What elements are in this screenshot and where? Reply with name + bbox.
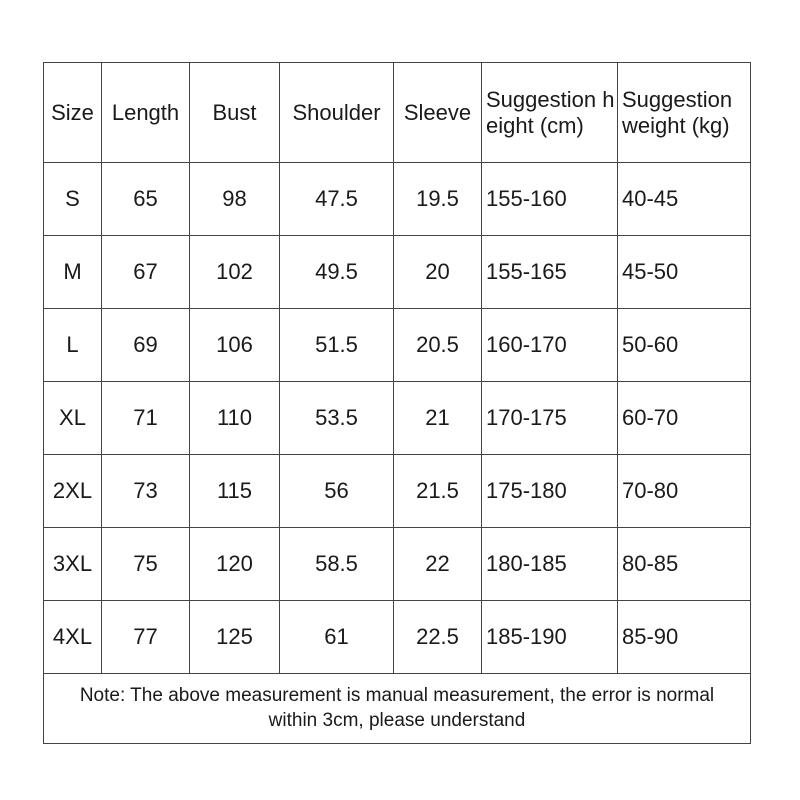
cell-weight: 60-70: [618, 382, 751, 455]
cell-shoulder: 58.5: [280, 528, 394, 601]
table-row: [44, 309, 751, 382]
cell-weight: 40-45: [618, 163, 751, 236]
cell-shoulder: 61: [280, 601, 394, 674]
cell-size: M: [44, 236, 102, 309]
cell-weight: 50-60: [618, 309, 751, 382]
cell-length: 65: [102, 163, 190, 236]
cell-bust: 120: [190, 528, 280, 601]
cell-height: 160-170: [482, 309, 618, 382]
cell-shoulder: 56: [280, 455, 394, 528]
table-row: [44, 528, 751, 601]
cell-length: 71: [102, 382, 190, 455]
cell-bust: 115: [190, 455, 280, 528]
cell-size: 2XL: [44, 455, 102, 528]
cell-shoulder: 47.5: [280, 163, 394, 236]
cell-bust: 110: [190, 382, 280, 455]
cell-bust: 125: [190, 601, 280, 674]
header-shoulder: Shoulder: [280, 63, 394, 163]
cell-height: 155-160: [482, 163, 618, 236]
cell-height: 185-190: [482, 601, 618, 674]
header-length: Length: [102, 63, 190, 163]
cell-length: 73: [102, 455, 190, 528]
table-row: [44, 163, 751, 236]
cell-length: 75: [102, 528, 190, 601]
header-bust: Bust: [190, 63, 280, 163]
cell-bust: 106: [190, 309, 280, 382]
cell-sleeve: 19.5: [394, 163, 482, 236]
cell-height: 155-165: [482, 236, 618, 309]
cell-weight: 70-80: [618, 455, 751, 528]
cell-shoulder: 49.5: [280, 236, 394, 309]
size-chart-table: [43, 62, 751, 744]
cell-shoulder: 53.5: [280, 382, 394, 455]
cell-sleeve: 22.5: [394, 601, 482, 674]
cell-size: 4XL: [44, 601, 102, 674]
header-row: [44, 63, 751, 163]
cell-height: 180-185: [482, 528, 618, 601]
cell-shoulder: 51.5: [280, 309, 394, 382]
cell-bust: 102: [190, 236, 280, 309]
cell-length: 77: [102, 601, 190, 674]
cell-length: 67: [102, 236, 190, 309]
cell-sleeve: 21: [394, 382, 482, 455]
header-size: Size: [44, 63, 102, 163]
cell-length: 69: [102, 309, 190, 382]
cell-sleeve: 21.5: [394, 455, 482, 528]
cell-weight: 85-90: [618, 601, 751, 674]
table-row: [44, 236, 751, 309]
table-row: [44, 601, 751, 674]
table-row: [44, 455, 751, 528]
cell-sleeve: 20.5: [394, 309, 482, 382]
cell-height: 175-180: [482, 455, 618, 528]
cell-weight: 80-85: [618, 528, 751, 601]
cell-size: 3XL: [44, 528, 102, 601]
header-sleeve: Sleeve: [394, 63, 482, 163]
cell-height: 170-175: [482, 382, 618, 455]
header-suggestion-height: Suggestion height (cm): [482, 63, 618, 163]
cell-size: XL: [44, 382, 102, 455]
cell-size: L: [44, 309, 102, 382]
cell-sleeve: 20: [394, 236, 482, 309]
cell-sleeve: 22: [394, 528, 482, 601]
table-row: [44, 382, 751, 455]
measurement-note: Note: The above measurement is manual measurement, the error is normal within 3cm, please understand: [44, 674, 751, 744]
note-row: [44, 674, 751, 744]
cell-size: S: [44, 163, 102, 236]
cell-weight: 45-50: [618, 236, 751, 309]
cell-bust: 98: [190, 163, 280, 236]
size-chart-body: [44, 163, 751, 744]
header-suggestion-weight: Suggestion weight (kg): [618, 63, 751, 163]
